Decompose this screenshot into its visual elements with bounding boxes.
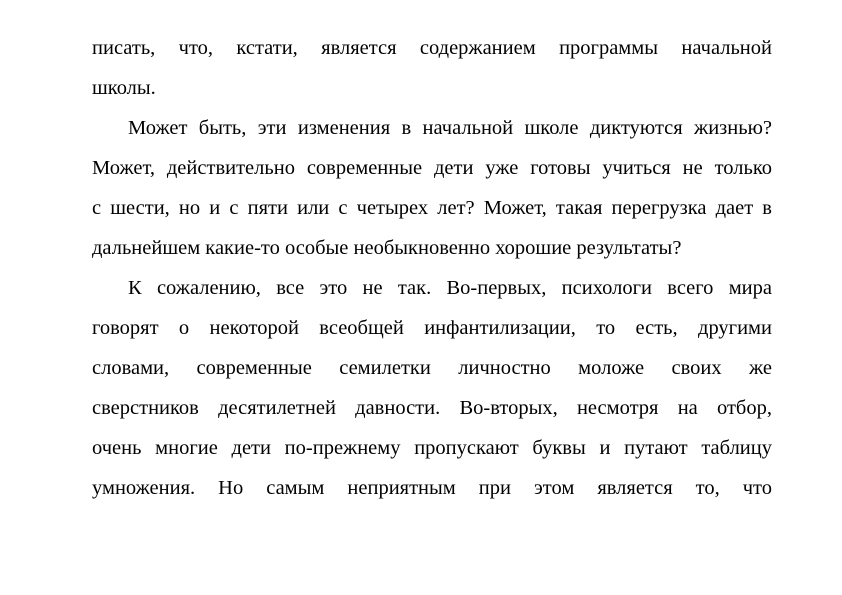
text-line: школы. xyxy=(92,77,156,99)
text-line: говорят о некоторой всеобщей инфантилизации, то есть, другими xyxy=(92,317,772,339)
paragraph-2 xyxy=(92,108,772,268)
text-line: с шести, но и с пяти или с четырех лет? Может, такая перегрузка дает в xyxy=(92,197,772,219)
text-line: словами, современные семилетки личностно моложе своих же xyxy=(92,357,772,379)
text-line: К сожалению, все это не так. Во-первых, психологи всего мира xyxy=(128,277,772,299)
paragraph-1 xyxy=(92,28,772,108)
paragraph-3 xyxy=(92,268,772,508)
text-line: очень многие дети по-прежнему пропускают буквы и путают таблицу xyxy=(92,437,772,459)
document-text xyxy=(92,28,772,508)
text-line: умножения. Но самым неприятным при этом является то, что xyxy=(92,477,772,499)
text-line: писать, что, кстати, является содержанием программы начальной xyxy=(92,37,772,59)
text-line: сверстников десятилетней давности. Во-вторых, несмотря на отбор, xyxy=(92,397,772,419)
text-line: дальнейшем какие-то особые необыкновенно хорошие результаты? xyxy=(92,237,682,259)
text-line: Может, действительно современные дети уже готовы учиться не только xyxy=(92,157,772,179)
text-line: Может быть, эти изменения в начальной школе диктуются жизнью? xyxy=(128,117,772,139)
